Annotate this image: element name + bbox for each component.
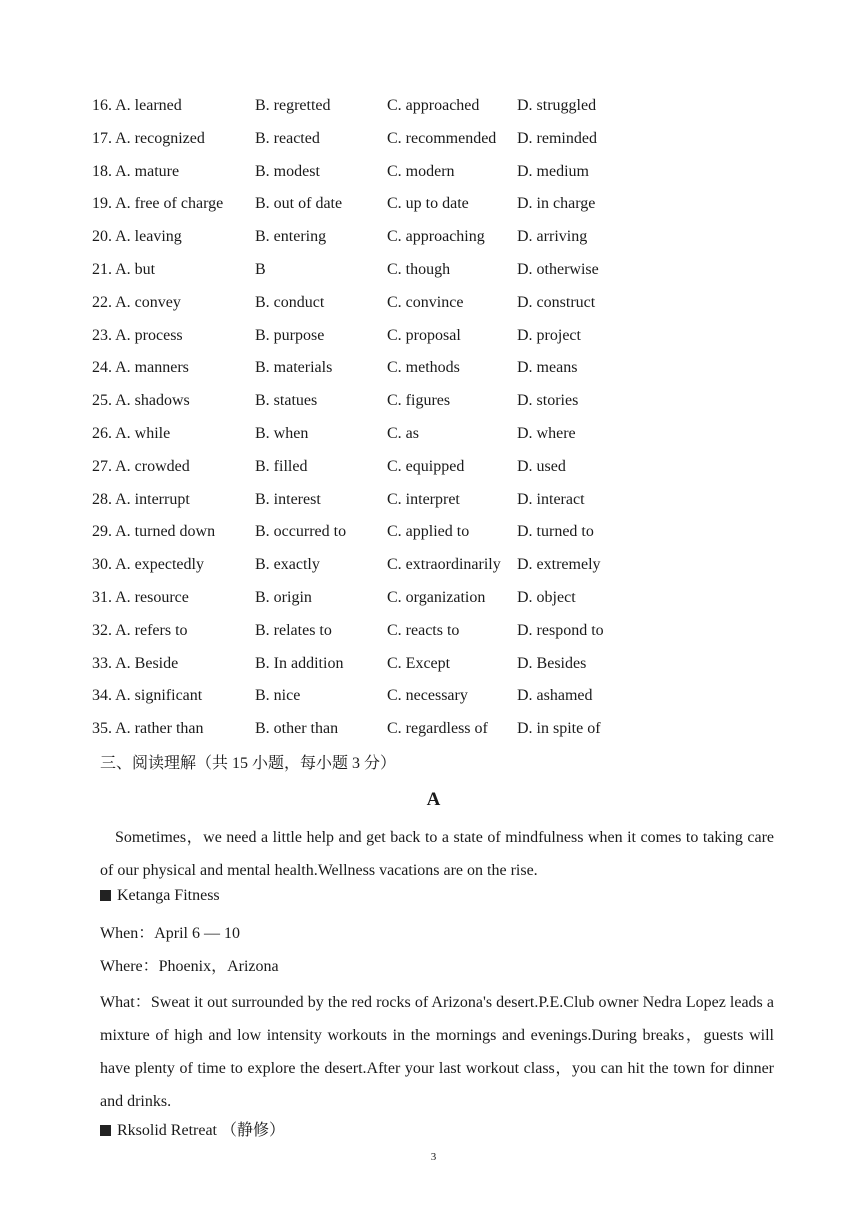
option-b: B. filled bbox=[255, 457, 308, 475]
option-b: B. occurred to bbox=[255, 523, 347, 541]
option-b: B. interest bbox=[255, 490, 321, 508]
option-b: B. regretted bbox=[255, 97, 331, 114]
option-a: 26. A. while bbox=[92, 425, 171, 442]
item-where: Where：Phoenix，Arizona bbox=[100, 958, 279, 975]
option-d: D. stories bbox=[517, 392, 579, 410]
option-b: B. modest bbox=[255, 162, 320, 180]
option-c: C. recommended bbox=[387, 129, 497, 147]
option-d: D. otherwise bbox=[517, 261, 599, 278]
option-c: C. regardless of bbox=[387, 720, 488, 738]
option-d: D. turned to bbox=[517, 523, 594, 541]
option-b: B. out of date bbox=[255, 195, 343, 213]
option-b: B. when bbox=[255, 425, 309, 442]
intro-paragraph: Sometimes，we need a little help and get back to a state of mindfulness when it comes to taking care of our physical and mental health.Wellness vacations are on the rise. bbox=[100, 829, 774, 879]
option-a: 23. A. process bbox=[92, 326, 183, 344]
option-d: D. means bbox=[517, 359, 578, 377]
option-d: D. extremely bbox=[517, 556, 601, 574]
square-bullet-icon bbox=[100, 1125, 111, 1136]
option-d: D. in charge bbox=[517, 195, 596, 213]
option-c: C. organization bbox=[387, 589, 486, 606]
option-d: D. in spite of bbox=[517, 720, 601, 738]
option-c: C. modern bbox=[387, 162, 455, 180]
item-when: When：April 6 — 10 bbox=[100, 925, 240, 942]
section-heading: 三、阅读理解（共 15 小题，每小题 3 分） bbox=[100, 755, 397, 772]
option-b: B. purpose bbox=[255, 326, 325, 344]
option-c: C. as bbox=[387, 425, 419, 442]
item-name: Ketanga Fitness bbox=[117, 887, 220, 904]
option-c: C. figures bbox=[387, 392, 451, 410]
option-c: C. necessary bbox=[387, 687, 468, 705]
option-c: C. reacts to bbox=[387, 621, 460, 639]
option-c: C. methods bbox=[387, 359, 460, 377]
page-number: 3 bbox=[430, 1151, 437, 1163]
option-b: B. nice bbox=[255, 687, 301, 705]
option-a: 27. A. crowded bbox=[92, 457, 190, 475]
option-c: C. Except bbox=[387, 654, 451, 672]
square-bullet-icon bbox=[100, 890, 111, 901]
passage-letter: A bbox=[426, 789, 441, 810]
option-a: 19. A. free of charge bbox=[92, 195, 224, 213]
option-d: D. struggled bbox=[517, 97, 597, 114]
option-a: 25. A. shadows bbox=[92, 392, 190, 410]
option-d: D. medium bbox=[517, 162, 589, 180]
item-heading bbox=[100, 1117, 285, 1140]
option-b: B. materials bbox=[255, 359, 333, 377]
option-a: 24. A. manners bbox=[92, 359, 189, 377]
option-a: 18. A. mature bbox=[92, 162, 180, 180]
item-what: What：Sweat it out surrounded by the red rocks of Arizona's desert.P.E.Club owner Nedra Lopez leads a mixture of high and low intensity workouts in the mornings and evenings.During breaks，guests will have plenty of time to explore the desert.After your last workout class，you can hit the town for dinner and drinks. bbox=[100, 994, 775, 1110]
option-b: B. entering bbox=[255, 228, 327, 246]
option-c: C. up to date bbox=[387, 195, 469, 213]
option-c: C. interpret bbox=[387, 490, 460, 508]
option-a: 29. A. turned down bbox=[92, 523, 216, 541]
option-d: D. interact bbox=[517, 490, 585, 508]
option-b: B bbox=[255, 261, 266, 278]
option-c: C. though bbox=[387, 261, 451, 278]
option-a: 28. A. interrupt bbox=[92, 490, 190, 508]
option-d: D. Besides bbox=[517, 654, 587, 672]
option-a: 33. A. Beside bbox=[92, 654, 179, 672]
option-b: B. other than bbox=[255, 720, 339, 738]
option-a: 20. A. leaving bbox=[92, 228, 182, 246]
option-b: B. relates to bbox=[255, 621, 332, 639]
option-d: D. reminded bbox=[517, 129, 597, 147]
option-a: 16. A. learned bbox=[92, 97, 182, 114]
option-d: D. ashamed bbox=[517, 687, 593, 705]
option-c: C. proposal bbox=[387, 326, 461, 344]
option-c: C. equipped bbox=[387, 457, 465, 475]
option-a: 32. A. refers to bbox=[92, 621, 188, 639]
option-a: 31. A. resource bbox=[92, 589, 189, 606]
option-d: D. object bbox=[517, 589, 576, 606]
option-c: C. extraordinarily bbox=[387, 556, 501, 574]
option-d: D. arriving bbox=[517, 228, 588, 246]
option-b: B. In addition bbox=[255, 654, 344, 672]
option-a: 35. A. rather than bbox=[92, 720, 204, 738]
option-b: B. exactly bbox=[255, 556, 320, 574]
option-a: 30. A. expectedly bbox=[92, 556, 204, 574]
option-a: 17. A. recognized bbox=[92, 129, 205, 147]
item-heading bbox=[100, 887, 220, 905]
option-d: D. used bbox=[517, 457, 566, 475]
option-d: D. project bbox=[517, 326, 581, 344]
option-c: C. approached bbox=[387, 97, 480, 114]
option-b: B. statues bbox=[255, 392, 318, 410]
option-a: 22. A. convey bbox=[92, 293, 181, 311]
option-d: D. where bbox=[517, 425, 576, 442]
option-b: B. conduct bbox=[255, 293, 325, 311]
option-d: D. construct bbox=[517, 293, 596, 311]
option-c: C. applied to bbox=[387, 523, 470, 541]
item-name: Rksolid Retreat （静修） bbox=[117, 1122, 285, 1139]
option-a: 21. A. but bbox=[92, 261, 156, 278]
option-b: B. reacted bbox=[255, 129, 320, 147]
option-c: C. approaching bbox=[387, 228, 485, 246]
option-d: D. respond to bbox=[517, 621, 604, 639]
option-a: 34. A. significant bbox=[92, 687, 203, 705]
option-b: B. origin bbox=[255, 589, 312, 606]
option-c: C. convince bbox=[387, 293, 464, 311]
